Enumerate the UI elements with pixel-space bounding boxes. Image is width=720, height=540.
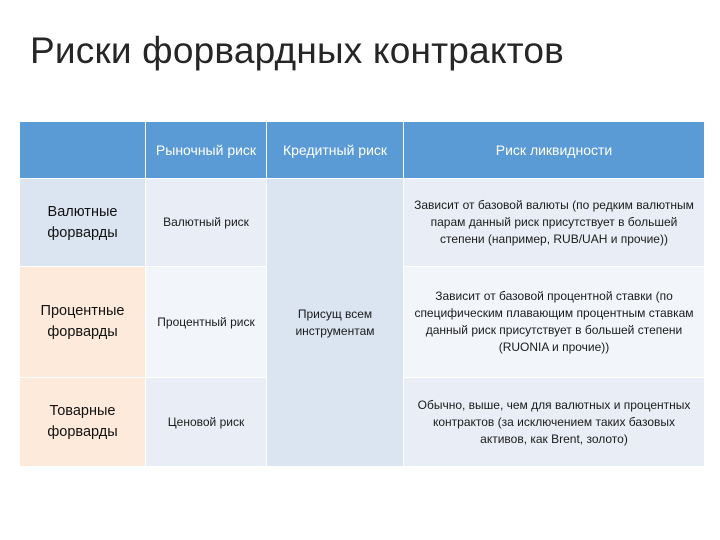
row-label-currency: Валютные форварды bbox=[20, 179, 146, 267]
header-credit-risk: Кредитный риск bbox=[267, 122, 404, 179]
row-label-commodity: Товарные форварды bbox=[20, 378, 146, 467]
header-market-risk: Рыночный риск bbox=[146, 122, 267, 179]
credit-risk-all: Присущ всем инструментам bbox=[267, 179, 404, 467]
header-liquidity-risk: Риск ликвидности bbox=[404, 122, 705, 179]
slide-title: Риски форвардных контрактов bbox=[30, 30, 565, 71]
liquidity-risk-commodity: Обычно, выше, чем для валютных и процентных контрактов (за исключением таких базовых активов, как Brent, золото) bbox=[404, 378, 705, 467]
market-risk-commodity: Ценовой риск bbox=[146, 378, 267, 467]
market-risk-interest: Процентный риск bbox=[146, 267, 267, 378]
row-label-interest: Процентные форварды bbox=[20, 267, 146, 378]
liquidity-risk-interest: Зависит от базовой процентной ставки (по специфическим плавающим процентным ставкам данный риск присутствует в большей степени (RUONIA и прочие)) bbox=[404, 267, 705, 378]
liquidity-risk-currency: Зависит от базовой валюты (по редким валютным парам данный риск присутствует в большей степени (например, RUB/UAH и прочие)) bbox=[404, 179, 705, 267]
header-empty-cell bbox=[20, 122, 146, 179]
risk-table bbox=[20, 122, 705, 467]
market-risk-currency: Валютный риск bbox=[146, 179, 267, 267]
